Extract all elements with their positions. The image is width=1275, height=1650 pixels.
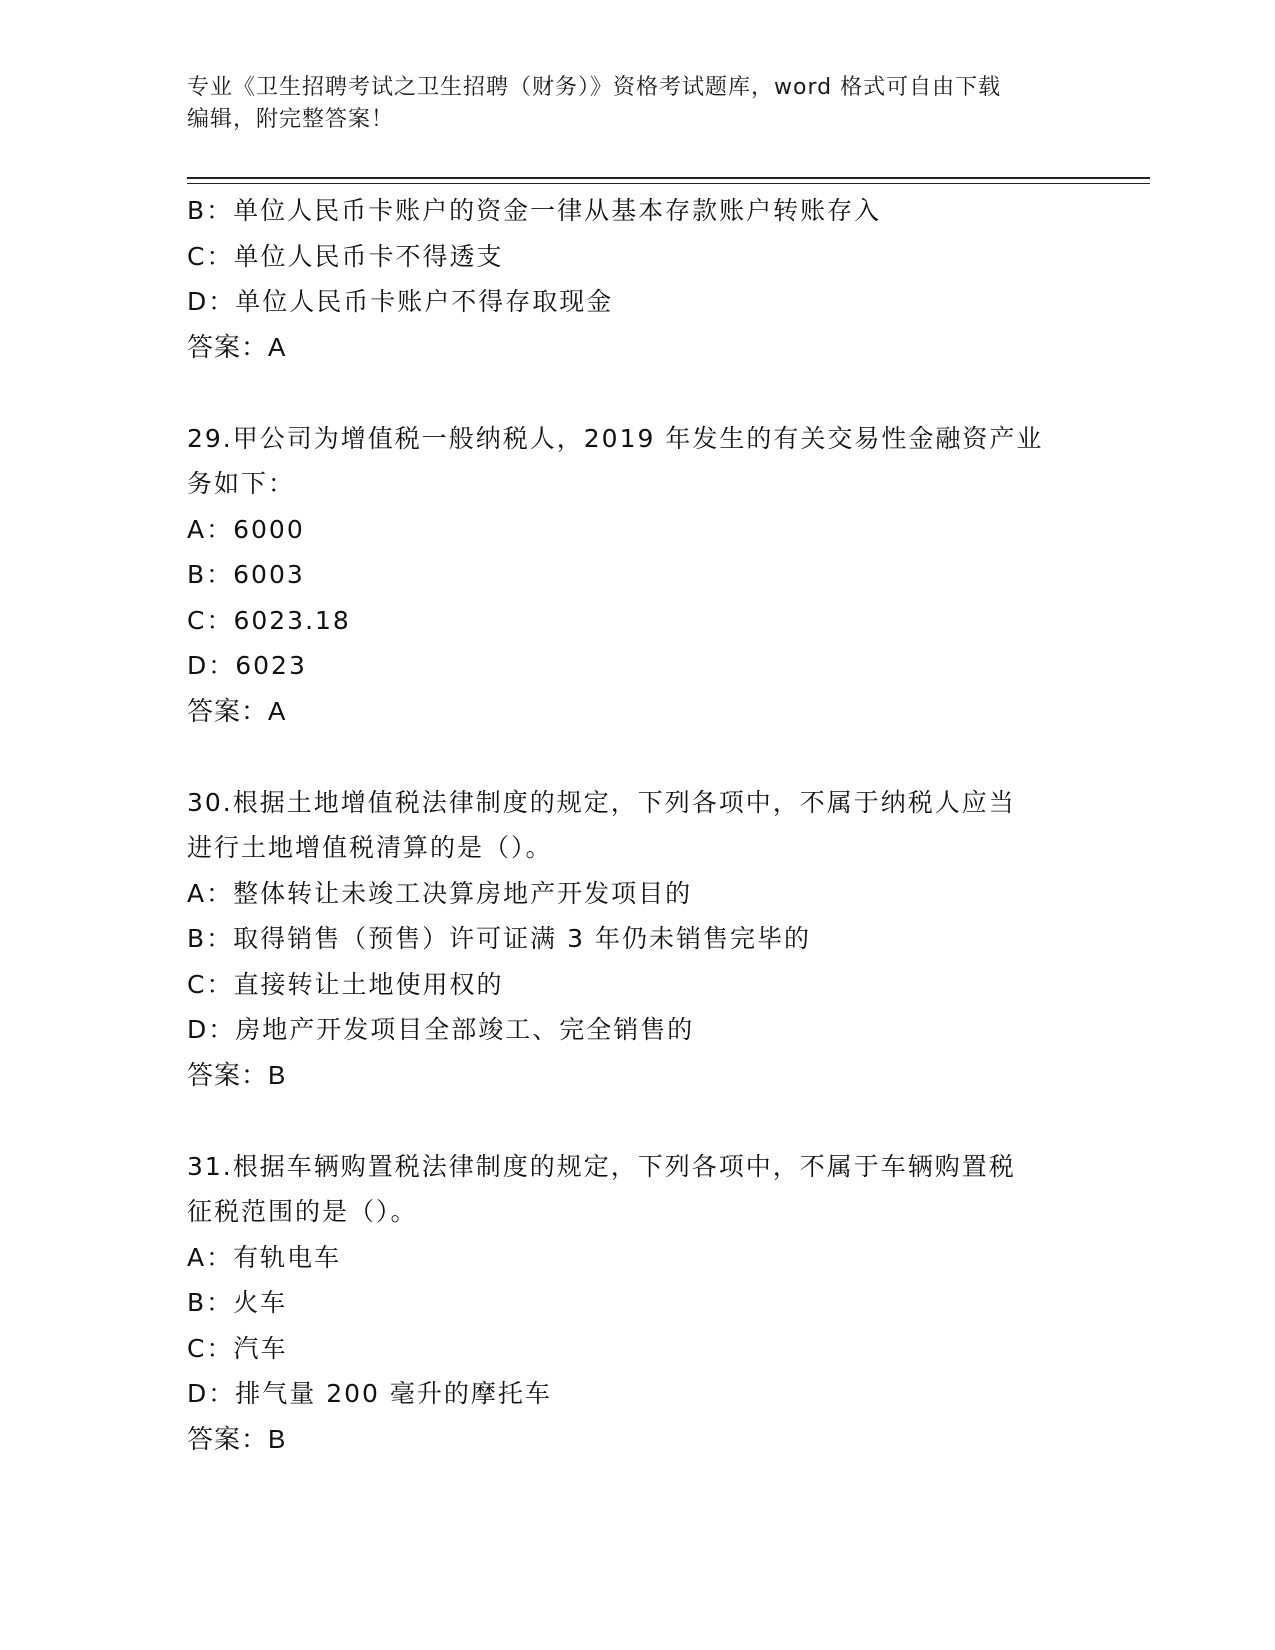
answer-line: 答案：B (187, 1059, 287, 1090)
option-c: C：汽车 (187, 1333, 288, 1363)
option-d: D：房地产开发项目全部竣工、完全销售的 (187, 1015, 695, 1044)
option-b: B：取得销售（预售）许可证满 3 年仍未销售完毕的 (187, 924, 811, 953)
option-b: B：6003 (187, 560, 305, 589)
answer-line: 答案：A (187, 695, 287, 726)
question-31 (187, 1144, 1087, 1463)
option-b: B：火车 (187, 1288, 288, 1317)
option-d: D：6023 (187, 651, 307, 680)
question-29 (187, 416, 1087, 735)
spacer (187, 734, 1087, 780)
question-30 (187, 780, 1087, 1099)
option-c: C：直接转让土地使用权的 (187, 969, 504, 999)
option-b: B：单位人民币卡账户的资金一律从基本存款账户转账存入 (187, 196, 882, 225)
question-stem-cont: 务如下： (187, 469, 296, 498)
option-d: D：排气量 200 毫升的摩托车 (187, 1379, 552, 1408)
header-line-1: 专业《卫生招聘考试之卫生招聘（财务）》资格考试题库，word 格式可自由下载 (187, 75, 1002, 100)
question-stem-cont: 征税范围的是（）。 (187, 1197, 418, 1226)
answer-line: 答案：A (187, 331, 287, 362)
option-c: C：6023.18 (187, 605, 351, 635)
question-28-tail (187, 188, 1087, 370)
option-c: C：单位人民币卡不得透支 (187, 241, 504, 271)
page-header (187, 72, 1077, 136)
question-stem: 29.甲公司为增值税一般纳税人，2019 年发生的有关交易性金融资产业 (187, 423, 1044, 453)
header-line-2: 编辑，附完整答案！ (187, 107, 395, 132)
header-rule-thick (187, 177, 1150, 179)
spacer (187, 370, 1087, 416)
option-a: A：有轨电车 (187, 1242, 342, 1272)
option-a: A：6000 (187, 514, 305, 544)
question-stem-cont: 进行土地增值税清算的是（）。 (187, 833, 553, 862)
question-list (187, 188, 1087, 1462)
option-d: D：单位人民币卡账户不得存取现金 (187, 287, 614, 316)
question-stem: 30.根据土地增值税法律制度的规定，下列各项中，不属于纳税人应当 (187, 787, 1016, 817)
option-a: A：整体转让未竣工决算房地产开发项目的 (187, 878, 693, 908)
spacer (187, 1098, 1087, 1144)
question-stem: 31.根据车辆购置税法律制度的规定，下列各项中，不属于车辆购置税 (187, 1151, 1016, 1181)
header-rule-thin (187, 183, 1150, 184)
answer-line: 答案：B (187, 1423, 287, 1454)
